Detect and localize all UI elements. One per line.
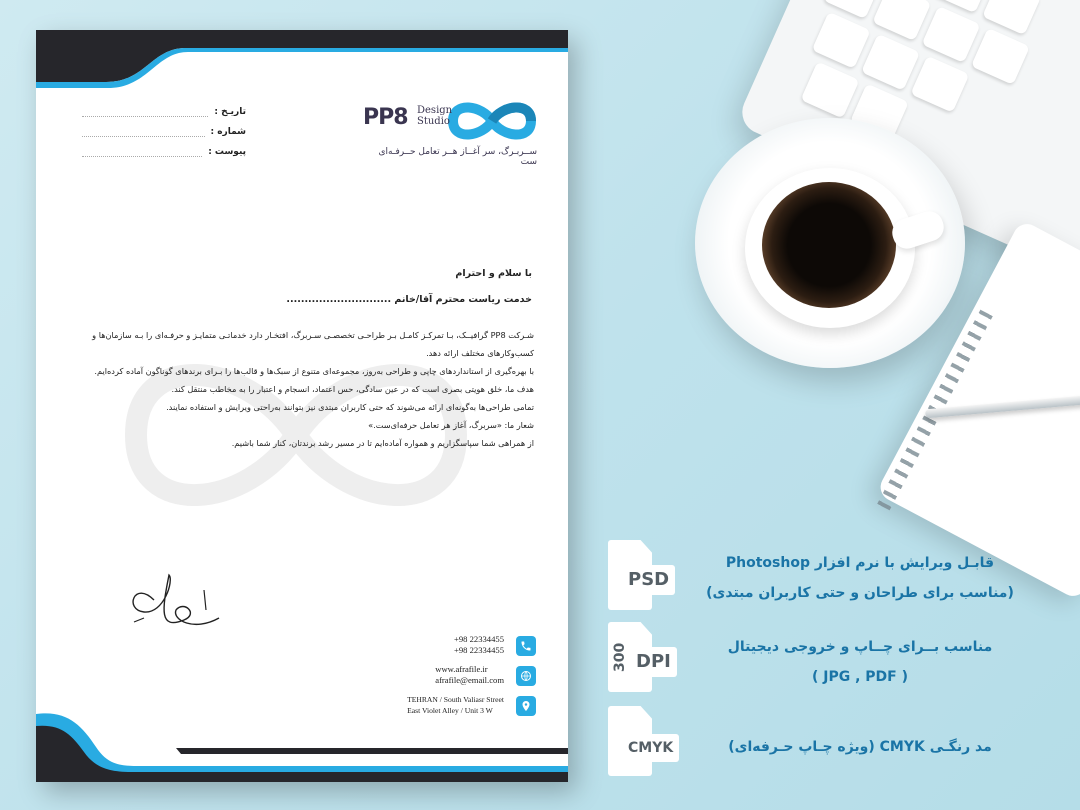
logo-design-studio [417, 105, 452, 127]
dpi-value: 300 [612, 642, 628, 672]
logo [361, 95, 541, 165]
header-wave [36, 30, 568, 90]
keyboard-key [812, 12, 871, 69]
meta-attachment-field [82, 148, 202, 157]
body-paragraph: شـرکت PP8 گرافیــک، بـا تمرکـز کامـل بـر طراحـی تخصصـی سـربرگ، افتخـار دارد خدماتـی متمایـز و حرفـه‌ای را بـه سازمان‌ها و کسب‌وکارهای مختلف ارائه دهد. [92, 330, 534, 358]
meta-number-field [82, 128, 205, 137]
letter-body [72, 326, 534, 452]
address-line: East Violet Alley / Unit 3 W [407, 706, 493, 715]
phone-icon [516, 636, 536, 656]
keyboard-key [861, 34, 920, 91]
cmyk-format-label: CMYK [622, 734, 679, 762]
meta-date [76, 102, 246, 122]
feature-line: قابـل ویرایش با نرم افزار Photoshop [725, 555, 995, 571]
body-paragraph: هدف ما، خلق هویتی بصری است که در عین سادگی، حس اعتماد، انسجام و اعتبار را به مخاطب منتقل کند. [171, 384, 534, 394]
phone-number: +98 22334455 [454, 645, 504, 655]
body-paragraph: تمامی طراحی‌ها به‌گونه‌ای ارائه می‌شوند که حتی کاربران مبتدی نیز بتوانند به‌راحتی ویرایش و استفاده نمایند. [166, 402, 534, 412]
letterhead-paper [36, 30, 568, 782]
dpi-format-label: DPI [630, 647, 677, 677]
body-paragraph: شعار ما: «سربرگ، آغاز هر تعامل حرفه‌ای‌ست.» [368, 420, 534, 430]
feature-photoshop [690, 548, 1030, 608]
feature-line: مد رنگـی CMYK (ویژه چـاپ حـرفه‌ای) [728, 739, 992, 755]
meta-date-label: تاریـخ : [214, 107, 246, 117]
contact-phone [396, 634, 536, 664]
logo-studio-line: Studio [417, 116, 450, 127]
keyboard-key [971, 28, 1030, 85]
keyboard-key [922, 6, 981, 63]
footer-wave [36, 702, 568, 782]
feature-line: (مناسب برای طراحان و حتی کاربران مبتدی) [706, 585, 1014, 601]
feature-line: ( JPG , PDF ) [811, 669, 909, 685]
signature [114, 570, 234, 640]
cmyk-file-icon [608, 706, 684, 776]
meta-attachment [76, 142, 246, 162]
infinity-logo-icon [447, 97, 537, 145]
meta-date-field [82, 108, 208, 117]
logo-design-line: Design [417, 105, 453, 116]
logo-tagline: ســربـرگ، سر آغــاز هــر تعامل حــرفـه‌ای ست [378, 147, 537, 167]
dpi-file-icon [608, 622, 684, 692]
body-paragraph: از همراهی شما سپاسگزاریم و همواره آماده‌ایم تا در مسیر رشد برندتان، کنار شما باشیم. [231, 438, 534, 448]
psd-file-icon [608, 540, 684, 610]
letter-meta [76, 102, 246, 162]
addressee: خدمت ریاست محترم آقا/خانم ............................. [286, 294, 532, 305]
meta-number-label: شماره : [210, 127, 246, 137]
psd-format-label: PSD [622, 565, 675, 595]
meta-attachment-label: پیوست : [208, 147, 246, 157]
coffee [762, 182, 896, 308]
keyboard-key [910, 56, 969, 113]
website[interactable]: www.afrafile.ir [435, 664, 488, 674]
globe-icon [516, 666, 536, 686]
phone-number: +98 22334455 [454, 634, 504, 644]
keyboard-key [800, 61, 859, 118]
meta-number [76, 122, 246, 142]
address-line: TEHRAN / South Valiasr Street [407, 695, 504, 704]
contact-web [396, 664, 536, 694]
feature-print [690, 632, 1030, 692]
feature-line: مناسب بــرای چــاپ و خروجی دیجیتال [727, 639, 993, 655]
email[interactable]: afrafile@email.com [435, 675, 504, 685]
logo-brand: PP8 [363, 105, 408, 130]
greeting: با سلام و احترام [455, 268, 532, 279]
feature-cmyk [690, 732, 1030, 762]
body-paragraph: با بهره‌گیری از استانداردهای چاپی و طراحی به‌روز، مجموعه‌ای متنوع از سبک‌ها و قالب‌ها را بـرای برندهای گوناگون آماده کرده‌ایم. [94, 366, 534, 376]
